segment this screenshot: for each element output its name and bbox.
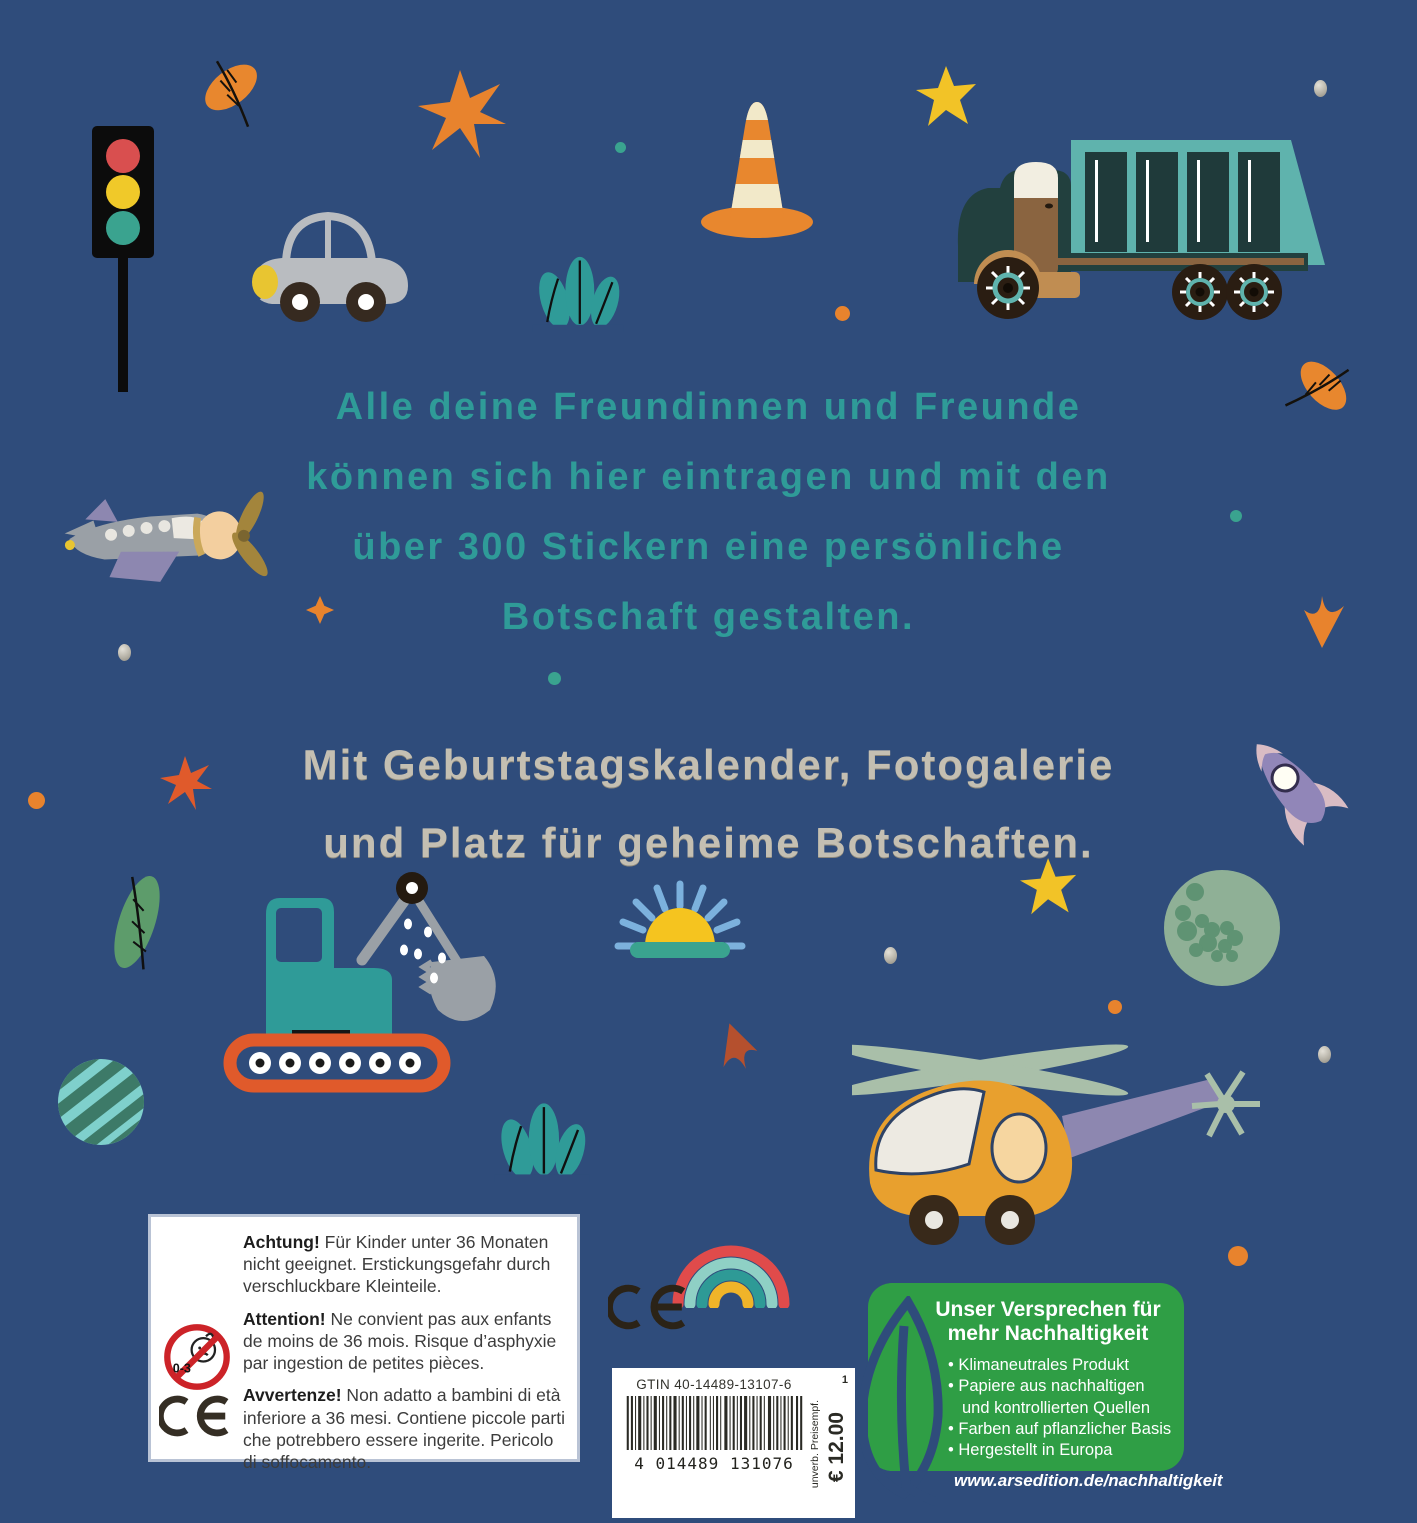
dot-decoration — [835, 306, 850, 321]
sustainability-title: Unser Versprechen für mehr Nachhaltigkeit — [935, 1298, 1161, 1346]
sunrise-icon — [604, 872, 756, 972]
garbage-truck-icon — [948, 116, 1330, 328]
foil-dot-decoration — [1314, 80, 1327, 97]
bullet-item: • Klimaneutrales Produkt — [948, 1355, 1174, 1376]
foil-dot-decoration — [1318, 1046, 1331, 1063]
main-message-line: über 300 Stickern eine persönliche — [352, 526, 1065, 568]
main-message-line: können sich hier eintragen und mit den — [306, 456, 1111, 498]
leaf-icon — [99, 866, 175, 978]
bullet-item: • Farben auf pflanzlicher Basis — [948, 1419, 1174, 1440]
helicopter-icon — [852, 1018, 1292, 1253]
warning-de: Achtung! Für Kinder unter 36 Monaten nicht geeignet. Erstickungsgefahr durch verschluckbare Kleinteile. — [243, 1232, 551, 1297]
sustainability-url: www.arsedition.de/nachhaltigkeit — [954, 1470, 1223, 1490]
price-superscript: 1 — [841, 1374, 848, 1386]
foil-dot-decoration — [884, 947, 897, 964]
bullet-item: • Papiere aus nachhaltigen und kontrollierten Quellen — [948, 1376, 1174, 1418]
secondary-message — [0, 726, 1417, 882]
dot-decoration — [1228, 1246, 1248, 1266]
secondary-message-line: Mit Geburtstagskalender, Fotogalerie — [302, 741, 1115, 788]
warning-it: Avvertenze! Non adatto a bambini di età inferiore a 36 mesi. Contiene piccole parti che potrebbero essere ingerite. Pericolo di soffocamento. — [243, 1385, 565, 1472]
main-message-line: Alle deine Freundinnen und Freunde — [335, 386, 1082, 428]
main-message-line: Botschaft gestalten. — [501, 596, 916, 638]
excavator-icon — [222, 862, 512, 1094]
dot-decoration — [1108, 1000, 1122, 1014]
barcode-icon — [626, 1396, 804, 1450]
barcode-label — [612, 1368, 855, 1518]
sustainability-box — [868, 1283, 1223, 1490]
warning-fr: Attention! Ne convient pas aux enfants de moins de 36 mois. Risque d’asphyxie par ingestion de petites pièces. — [243, 1308, 557, 1374]
bush-icon — [494, 1092, 590, 1182]
price: € 12.00 — [825, 1412, 848, 1483]
dot-decoration — [615, 142, 626, 153]
safety-warning-box — [148, 1214, 580, 1472]
leaf-sprig-icon — [701, 1008, 775, 1085]
warning-texts — [243, 1231, 569, 1483]
ce-mark-icon — [159, 1395, 229, 1437]
ce-mark-icon — [608, 1282, 686, 1332]
age-warning-icon — [161, 1321, 233, 1393]
barcode-digits: 4 014489 131076 — [634, 1454, 794, 1473]
traffic-cone-icon — [698, 96, 816, 242]
car-icon — [248, 204, 414, 328]
bush-icon — [530, 246, 626, 332]
main-message — [0, 372, 1417, 652]
planet-icon — [1162, 868, 1282, 988]
traffic-light-icon — [90, 124, 162, 392]
sustainability-bullets — [948, 1355, 1174, 1461]
dot-decoration — [548, 672, 561, 685]
price-note: unverb. Preisempf. — [809, 1400, 821, 1489]
planet-icon — [56, 1056, 146, 1148]
svg-text:0-3: 0-3 — [172, 1361, 191, 1376]
secondary-message-line: und Platz für geheime Botschaften. — [323, 819, 1094, 866]
leaf-icon — [192, 49, 273, 135]
star-icon — [418, 70, 506, 160]
gtin-label: GTIN 40-14489-13107-6 — [636, 1377, 792, 1392]
bullet-item: • Hergestellt in Europa — [948, 1440, 1174, 1461]
